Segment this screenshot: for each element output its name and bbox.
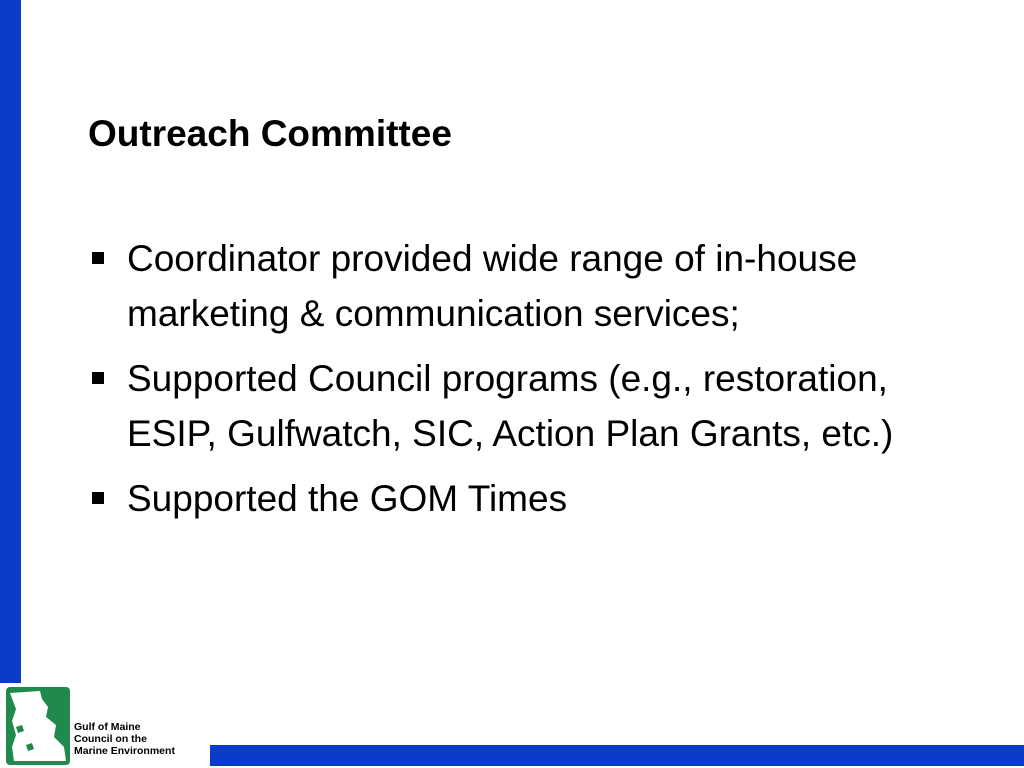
- bottom-accent-bar: [210, 745, 1024, 766]
- gulf-of-maine-map-icon: [6, 687, 70, 765]
- logo-line: Gulf of Maine: [74, 721, 141, 733]
- square-bullet-icon: [92, 252, 104, 264]
- council-logo: [2, 687, 202, 767]
- logo-line: Marine Environment: [74, 745, 175, 757]
- bullet-text: Supported Council programs (e.g., restoration, ESIP, Gulfwatch, SIC, Action Plan Grants, etc.): [127, 358, 894, 454]
- logo-line: Council on the: [74, 733, 147, 745]
- bullet-item: [88, 231, 908, 341]
- bullet-item: [88, 471, 908, 526]
- logo-text: [74, 721, 175, 757]
- bullet-item: [88, 351, 908, 461]
- slide-title: Outreach Committee: [88, 113, 452, 154]
- bullet-list: [88, 231, 908, 536]
- bullet-text: Supported the GOM Times: [127, 478, 568, 519]
- square-bullet-icon: [92, 492, 104, 504]
- square-bullet-icon: [92, 372, 104, 384]
- bullet-text: Coordinator provided wide range of in-house marketing & communication services;: [127, 238, 858, 334]
- left-accent-bar: [0, 0, 21, 683]
